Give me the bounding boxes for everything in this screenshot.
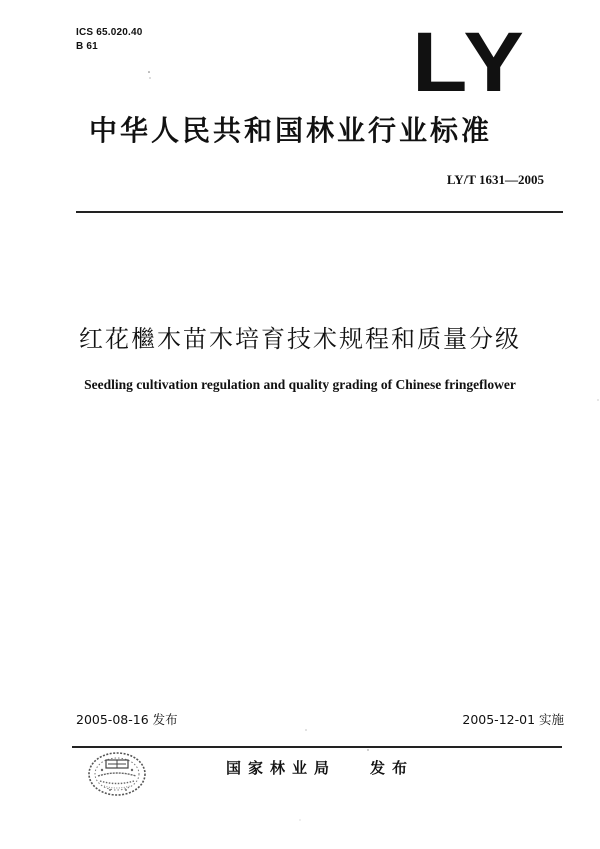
implementation-date: 2005-12-01 实施 [462,712,564,727]
standard-number: LY/T 1631—2005 [446,172,544,187]
document-title-english: Seedling cultivation regulation and quality grading of Chinese fringeflower [84,377,516,392]
issue-date: 2005-08-16 发布 [76,712,178,727]
header-divider [76,211,563,213]
classification-codes [76,26,143,54]
ccs-code: B 61 [76,41,98,52]
publisher-name: 国家林业局 [226,759,337,777]
footer-divider [72,746,562,748]
publish-label: 发布 [370,759,415,777]
standard-logo: LY [412,15,529,109]
publisher-seal-icon [86,750,148,798]
document-title-chinese: 红花檵木苗木培育技术规程和质量分级 [79,325,521,353]
ics-code: ICS 65.020.40 [76,27,143,38]
standard-category-title: 中华人民共和国林业行业标准 [89,114,493,147]
